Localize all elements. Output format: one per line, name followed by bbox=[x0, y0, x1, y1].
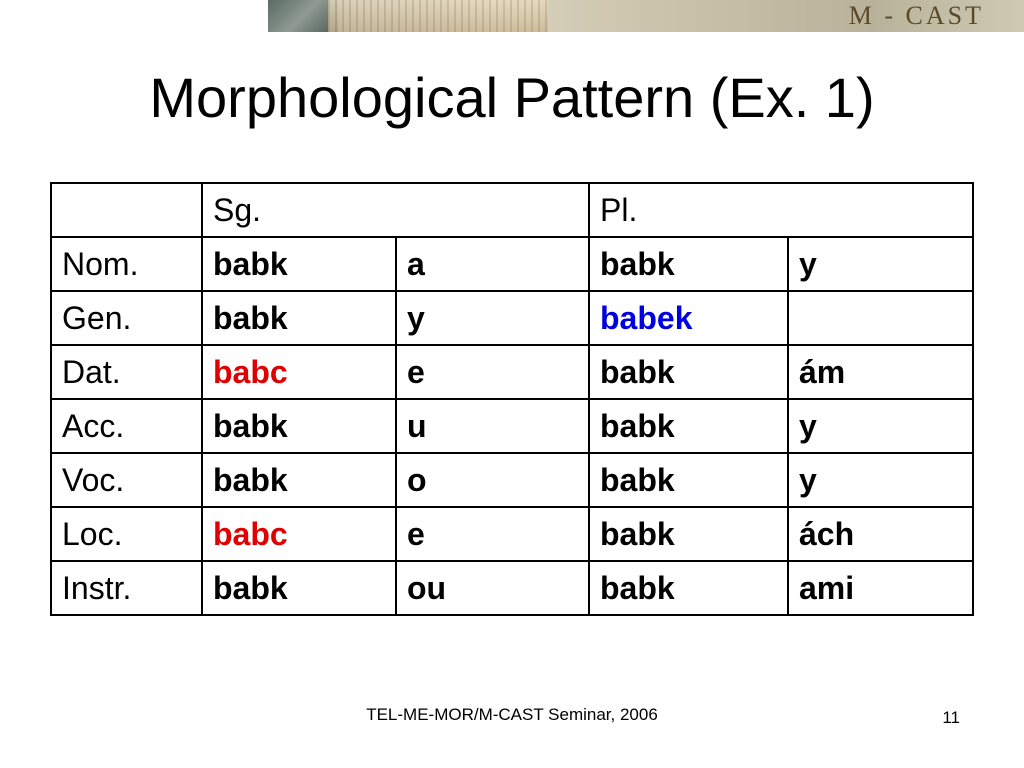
case-label: Nom. bbox=[51, 237, 202, 291]
table-row bbox=[51, 399, 973, 453]
sg-stem: babk bbox=[202, 237, 396, 291]
pl-stem-highlight-blue: babek bbox=[589, 291, 788, 345]
case-label: Instr. bbox=[51, 561, 202, 615]
case-label: Dat. bbox=[51, 345, 202, 399]
table-row bbox=[51, 345, 973, 399]
pl-ending: y bbox=[788, 237, 973, 291]
header-sg: Sg. bbox=[202, 183, 589, 237]
header-banner bbox=[268, 0, 1024, 32]
sg-ending: ou bbox=[396, 561, 589, 615]
table-row bbox=[51, 237, 973, 291]
book-image bbox=[328, 0, 548, 32]
table-row bbox=[51, 291, 973, 345]
pl-stem: babk bbox=[589, 237, 788, 291]
sg-ending: e bbox=[396, 507, 589, 561]
pl-ending bbox=[788, 291, 973, 345]
header-pl: Pl. bbox=[589, 183, 973, 237]
sg-stem: babk bbox=[202, 561, 396, 615]
sg-stem: babk bbox=[202, 453, 396, 507]
pl-ending: ách bbox=[788, 507, 973, 561]
sg-ending: u bbox=[396, 399, 589, 453]
pl-ending: y bbox=[788, 453, 973, 507]
declension-table bbox=[50, 182, 974, 616]
sg-stem-highlight-red: babc bbox=[202, 345, 396, 399]
pl-stem: babk bbox=[589, 453, 788, 507]
sg-ending: e bbox=[396, 345, 589, 399]
table-header-row bbox=[51, 183, 973, 237]
sg-ending: y bbox=[396, 291, 589, 345]
footer-text: TEL-ME-MOR/M-CAST Seminar, 2006 bbox=[366, 705, 658, 724]
case-label: Acc. bbox=[51, 399, 202, 453]
page-number: 11 bbox=[942, 708, 960, 727]
header-empty-cell bbox=[51, 183, 202, 237]
pl-stem: babk bbox=[589, 507, 788, 561]
table-row bbox=[51, 561, 973, 615]
sg-stem: babk bbox=[202, 291, 396, 345]
case-label: Gen. bbox=[51, 291, 202, 345]
sg-stem-highlight-red: babc bbox=[202, 507, 396, 561]
sg-ending: o bbox=[396, 453, 589, 507]
case-label: Loc. bbox=[51, 507, 202, 561]
sg-stem: babk bbox=[202, 399, 396, 453]
m-cast-logo: M - CAST bbox=[848, 1, 984, 30]
pl-stem: babk bbox=[589, 399, 788, 453]
pl-ending: ám bbox=[788, 345, 973, 399]
case-label: Voc. bbox=[51, 453, 202, 507]
table-row bbox=[51, 507, 973, 561]
pl-ending: y bbox=[788, 399, 973, 453]
table-row bbox=[51, 453, 973, 507]
slide-title: Morphological Pattern (Ex. 1) bbox=[149, 66, 875, 129]
pl-stem: babk bbox=[589, 345, 788, 399]
pl-stem: babk bbox=[589, 561, 788, 615]
pl-ending: ami bbox=[788, 561, 973, 615]
sg-ending: a bbox=[396, 237, 589, 291]
